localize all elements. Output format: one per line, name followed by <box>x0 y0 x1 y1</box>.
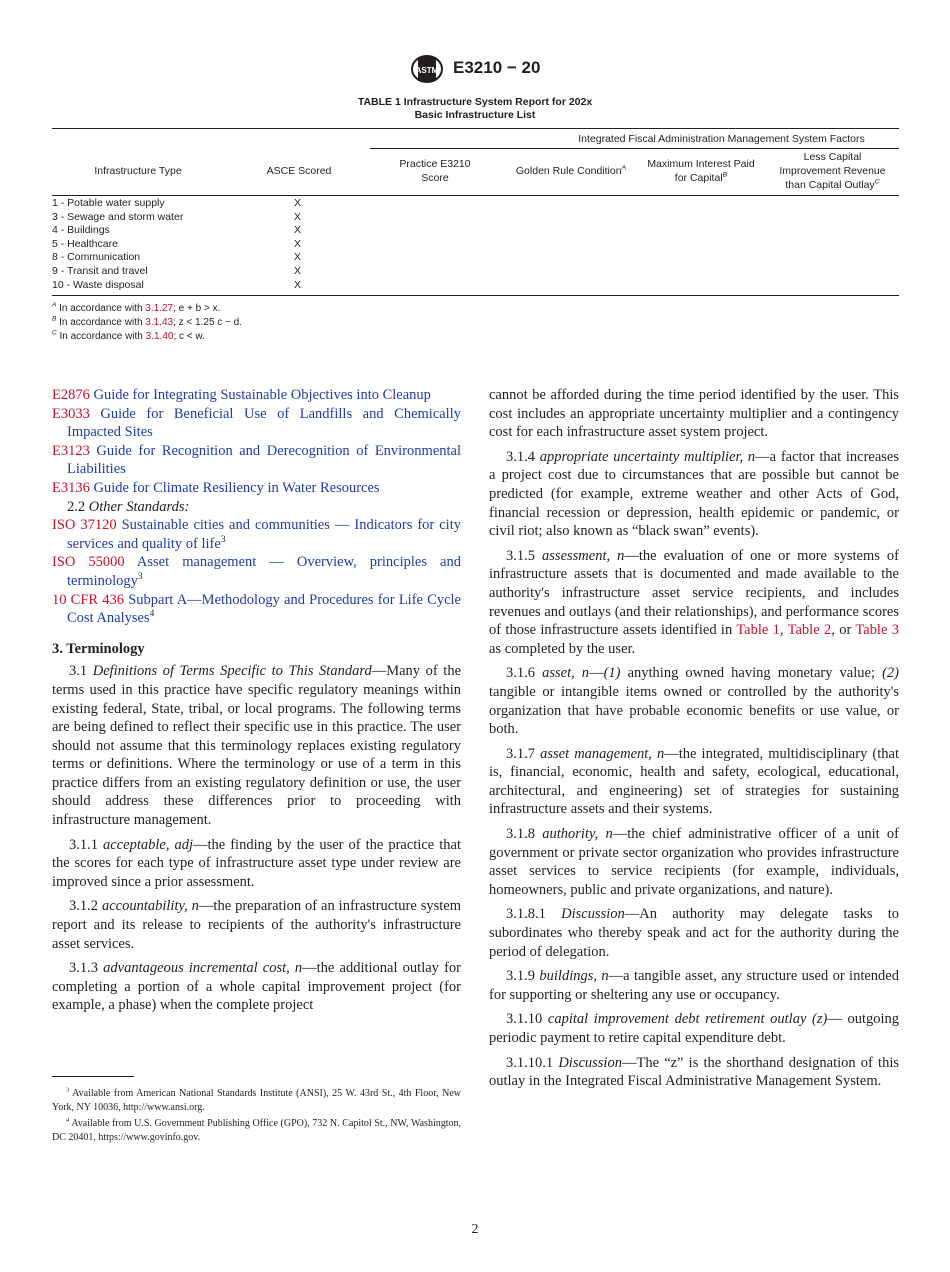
section-link[interactable]: 3.1.40 <box>145 331 174 342</box>
reference-entry <box>52 553 461 590</box>
reference-entry <box>52 405 461 442</box>
defined-term: authority, n <box>542 826 613 843</box>
row-asce-mark: X <box>294 210 302 223</box>
header-practice-score <box>374 157 496 185</box>
table-row <box>52 279 899 293</box>
footnotes <box>52 1087 461 1147</box>
table-note: $^C$ In accordance with 3.1.40; c < w. <box>52 329 205 342</box>
logo-text: ASTM <box>415 66 439 75</box>
header-practice-line1: Practice E3210 <box>399 158 471 170</box>
table-notes <box>52 302 242 344</box>
header-bottom-rule <box>52 195 899 196</box>
footnote-number: 4 <box>66 1116 70 1124</box>
reference-entry <box>52 516 461 553</box>
paragraph-3-1-4: 3.1.4 appropriate uncertainty multiplier, n—a factor that increases a project cost due to circumstances that are possible but cannot be predicted (for example, extreme weather and other Acts of God, financial recession or depression, health epidemic or pandemic, or civil riot; also known as “black swan” events). <box>489 448 899 540</box>
section-link[interactable]: 3.1.43 <box>145 317 174 328</box>
row-type: 3 - Sewage and storm water <box>52 210 184 223</box>
header-less-line1: Less Capital <box>803 151 862 163</box>
table-link[interactable]: Table 3 <box>855 622 900 639</box>
section-link[interactable]: 3.1.27 <box>145 303 174 314</box>
reference-title-link[interactable]: Sustainable cities and communities — Indicators for city services and quality of life <box>67 517 461 552</box>
defined-term: Discussion <box>561 906 625 923</box>
header-maxint-line1: Maximum Interest Paid <box>647 158 755 170</box>
note-marker: C <box>52 329 57 337</box>
reference-title-link[interactable]: Subpart A—Methodology and Procedures for Life Cycle Cost Analyses <box>67 591 461 627</box>
defined-term: acceptable, adj <box>103 836 193 853</box>
defined-term: Discussion <box>558 1054 622 1071</box>
row-type: 9 - Transit and travel <box>52 265 148 277</box>
defined-term: appropriate uncertainty multiplier, n <box>539 448 756 465</box>
table-row <box>52 265 899 279</box>
note-marker: B <box>52 315 57 323</box>
reference-entry <box>52 591 461 628</box>
header-maxint-sup: B <box>722 171 728 179</box>
reference-entry <box>52 386 461 405</box>
page-number: 2 <box>471 1222 479 1237</box>
paragraph-3-1-7: 3.1.7 asset management, n—the integrated, multidisciplinary (that is, financial, economic, health and safety, ecological, educational, architectural, and engineering) set of strategies for sustaining infrastructure assets and their systems. <box>489 745 899 818</box>
reference-entry <box>52 442 461 479</box>
header-maxint-line2: for Capital <box>674 172 723 184</box>
defined-term: capital improvement debt retirement outlay (z) <box>547 1011 828 1028</box>
row-asce-mark: X <box>294 197 302 209</box>
table-title-line2: Basic Infrastructure List <box>414 109 536 121</box>
header-golden-sup: A <box>621 164 627 172</box>
header-less-line3: than Capital Outlay <box>785 179 875 191</box>
header-golden-text: Golden Rule Condition <box>515 165 622 177</box>
row-asce-mark: X <box>294 224 302 237</box>
reference-code-link[interactable]: E3033 <box>52 405 90 422</box>
paragraph-3-1-2: 3.1.2 accountability, n—the preparation of an infrastructure system report and its release to recipients of the authority's infrastructure asset services. <box>52 898 461 952</box>
reference-code-link[interactable]: ISO 55000 <box>52 554 125 571</box>
table-row <box>52 197 899 211</box>
table-title <box>0 96 950 122</box>
header-practice-line2: Score <box>421 172 449 184</box>
header-infrastructure-type: Infrastructure Type <box>94 165 182 177</box>
reference-entry <box>52 479 461 498</box>
defined-term: asset, n <box>542 665 590 682</box>
footnote-number: 3 <box>66 1086 70 1094</box>
table-row <box>52 251 899 265</box>
defined-term: assessment, n <box>542 547 625 564</box>
table-row <box>52 211 899 225</box>
header-group-factors: Integrated Fiscal Administration Management System Factors <box>578 133 865 145</box>
reference-title-link[interactable]: Guide for Recognition and Derecognition of Environmental Liabilities <box>67 442 461 478</box>
reference-code-link[interactable]: E3123 <box>52 442 90 459</box>
note-marker: A <box>52 301 57 309</box>
paragraph-3-1-5: 3.1.5 assessment, n—the evaluation of one or more systems of infrastructure assets that is documented and made available to the authority's infrastructure asset service recipients, and includes revenues and outlays (and their relationships), and performance scores of those infrastructure assets identified in Table 1, Table 2, or Table 3 as completed by the user. <box>489 547 900 657</box>
reference-title-link[interactable]: Guide for Climate Resiliency in Water Resources <box>89 479 380 496</box>
footnote: $^4$ Available from U.S. Government Publishing Office (GPO), 732 N. Capitol St., NW, Washington, DC 20401, https://www.govinfo.gov. <box>52 1116 461 1143</box>
table-title-line1: TABLE 1 Infrastructure System Report for 202x <box>357 96 593 108</box>
paragraph-3-1-6: 3.1.6 asset, n—(1) anything owned having monetary value; (2) tangible or intangible items owned or controlled by the authority's organization that have probable economic benefits or use value, or both. <box>489 665 899 738</box>
reference-code-link[interactable]: 10 CFR 436 <box>52 591 125 608</box>
right-column <box>489 386 899 1097</box>
table-note: $^B$ In accordance with 3.1.43; z < 1.25 c − d. <box>52 315 243 328</box>
defined-term: advantageous incremental cost, n <box>103 960 303 977</box>
header-asce-scored: ASCE Scored <box>266 165 332 177</box>
reference-title-link[interactable]: Guide for Integrating Sustainable Objectives into Cleanup <box>89 387 431 403</box>
row-asce-mark: X <box>294 265 302 277</box>
table-bottom-rule <box>52 295 899 296</box>
header-less-capital <box>766 150 899 192</box>
reference-title-link[interactable]: Guide for Beneficial Use of Landfills and Chemically Impacted Sites <box>67 405 461 441</box>
reference-title-link[interactable]: Asset management — Overview, principles and terminology <box>67 554 461 589</box>
defined-term: buildings, n <box>539 968 609 985</box>
paragraph-3-1-1: 3.1.1 acceptable, adj—the finding by the user of the practice that the scores for each type of infrastructure asset type under review are improved since a prior assessment. <box>52 836 461 890</box>
footnote: $^3$ Available from American National Standards Institute (ANSI), 25 W. 43rd St., 4th Floor, New York, NY 10036, http://www.ansi.org. <box>52 1086 461 1113</box>
row-type: 5 - Healthcare <box>52 237 118 250</box>
paragraph-3-1-10: 3.1.10 capital improvement debt retirement outlay (z)— outgoing periodic payment to retire capital expenditure debt. <box>489 1011 900 1046</box>
astm-logo-icon <box>409 54 445 84</box>
defined-term: accountability, n <box>101 898 199 915</box>
paragraph-continuation: cannot be afforded during the time period identified by the user. This cost includes an appropriate uncertainty multiplier and a contingency cost for each infrastructure asset system project. <box>489 387 899 441</box>
paragraph-3-1-10-1: 3.1.10.1 Discussion—The “z” is the shorthand designation of this outlay in the Integrated Fiscal Administrative Management System. <box>489 1054 899 1090</box>
row-asce-mark: X <box>294 237 302 250</box>
header-less-line2: Improvement Revenue <box>779 165 886 177</box>
row-type: 1 - Potable water supply <box>52 197 165 209</box>
row-type: 8 - Communication <box>52 251 141 264</box>
reference-code-link[interactable]: E2876 <box>52 387 90 403</box>
table-link[interactable]: Table 1 <box>736 622 780 639</box>
row-type: 10 - Waste disposal <box>52 278 144 291</box>
paragraph-3-1-8-1: 3.1.8.1 Discussion—An authority may delegate tasks to subordinates who thereby speak and act for the authority during the period of delegation. <box>489 906 900 960</box>
row-asce-mark: X <box>294 251 302 264</box>
footnote-marker: 3 <box>137 572 143 583</box>
row-asce-mark: X <box>294 278 302 291</box>
table-top-rule <box>52 128 899 129</box>
other-standards-heading: 2.2 Other Standards: <box>67 498 190 515</box>
footnote-marker: 3 <box>220 534 226 545</box>
row-type: 4 - Buildings <box>52 224 110 237</box>
table-note: $^A$ In accordance with 3.1.27; e + b > x. <box>52 301 221 314</box>
header-less-sup: C <box>874 178 880 186</box>
section-heading: 3. Terminology <box>52 640 145 657</box>
page-header <box>0 54 950 86</box>
reference-code-link[interactable]: ISO 37120 <box>52 517 117 534</box>
paragraph-3-1-3: 3.1.3 advantageous incremental cost, n—the additional outlay for completing a portion of a whole capital improvement project (for example, a phase) when the complete project <box>52 960 461 1014</box>
reference-code-link[interactable]: E3136 <box>52 479 90 496</box>
left-column <box>52 386 461 1021</box>
footnote-marker: 4 <box>149 609 155 620</box>
table-row <box>52 238 899 252</box>
paragraph-3-1: 3.1 Definitions of Terms Specific to This Standard—Many of the terms used in this practice have specific regulatory meanings within existing federal, State, tribal, or local programs. The following terms are being defined to reflect their specific use in this practice. The user should not assume that this terminology replaces existing regulatory terms or definitions. Where the terminology or use of a term in this practice differs from an existing regulatory definition or use, the user should address these differences prior to proceeding with infrastructure management. <box>52 663 462 829</box>
table-row <box>52 224 899 238</box>
group-header-rule <box>370 148 899 149</box>
table-link[interactable]: Table 2 <box>787 622 832 639</box>
header-max-interest <box>636 157 766 185</box>
header-golden-rule <box>496 164 646 178</box>
footnote-divider <box>52 1076 134 1077</box>
paragraph-3-1-8: 3.1.8 authority, n—the chief administrative officer of a unit of government or private sector organization who provides infrastructure asset services to service recipients (for example, individuals, homeowners, public and private organizations, and nature). <box>489 826 900 898</box>
defined-term: Definitions of Terms Specific to This Standard <box>92 663 372 680</box>
defined-term: asset management, n <box>540 745 665 762</box>
paragraph-3-1-9: 3.1.9 buildings, n—a tangible asset, any structure used or intended for supporting or sheltering any use or occupancy. <box>489 968 899 1003</box>
document-id: E3210 − 20 <box>453 58 541 77</box>
